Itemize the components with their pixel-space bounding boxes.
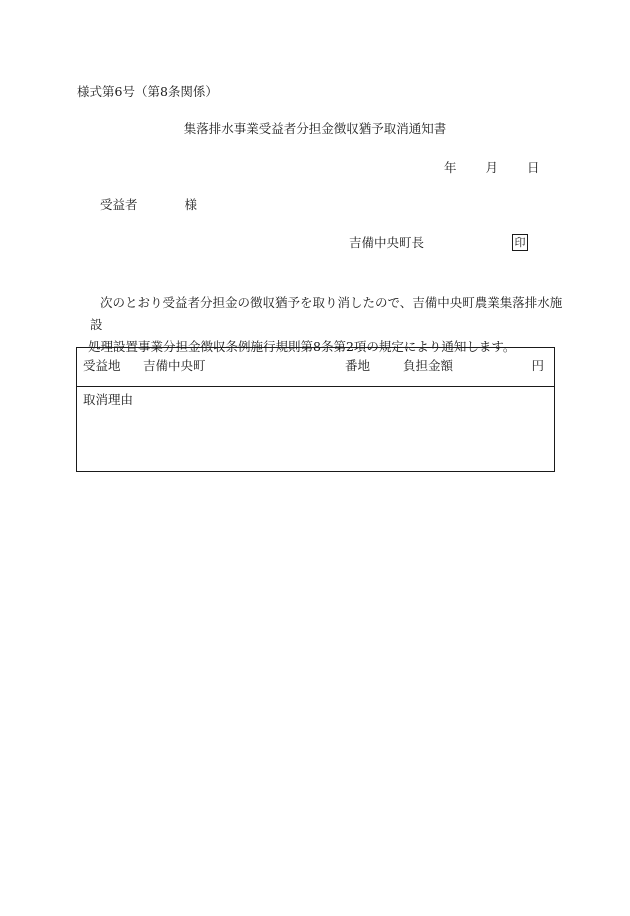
details-row-location	[77, 348, 554, 387]
location-town: 吉備中央町	[143, 358, 206, 373]
date-year-label: 年	[444, 160, 457, 175]
reason-label: 取消理由	[83, 392, 134, 407]
yen-label: 円	[531, 358, 544, 373]
location-label: 受益地	[83, 358, 121, 373]
issuer-name: 吉備中央町長	[349, 235, 425, 250]
date-day-label: 日	[527, 160, 540, 175]
details-table	[76, 347, 555, 472]
recipient-honorific: 様	[184, 197, 198, 212]
seal-mark: 印	[512, 234, 528, 251]
notice-body-line-1: 次のとおり受益者分担金の徴収猶予を取り消したので、吉備中央町農業集落排水施設	[90, 295, 563, 332]
amount-label: 負担金額	[403, 358, 454, 373]
date-month-label: 月	[485, 160, 499, 175]
form-number: 様式第6号（第8条関係）	[77, 84, 218, 99]
banchi-label: 番地	[345, 358, 371, 373]
document-title: 集落排水事業受益者分担金徴収猶予取消通知書	[183, 121, 447, 136]
notice-body-line-2: 処理設置事業分担金徴収条例施行規則第8条第2項の規定により通知します。	[88, 339, 516, 354]
recipient-line	[100, 199, 197, 212]
date-line	[444, 162, 540, 175]
recipient-label: 受益者	[100, 197, 138, 212]
